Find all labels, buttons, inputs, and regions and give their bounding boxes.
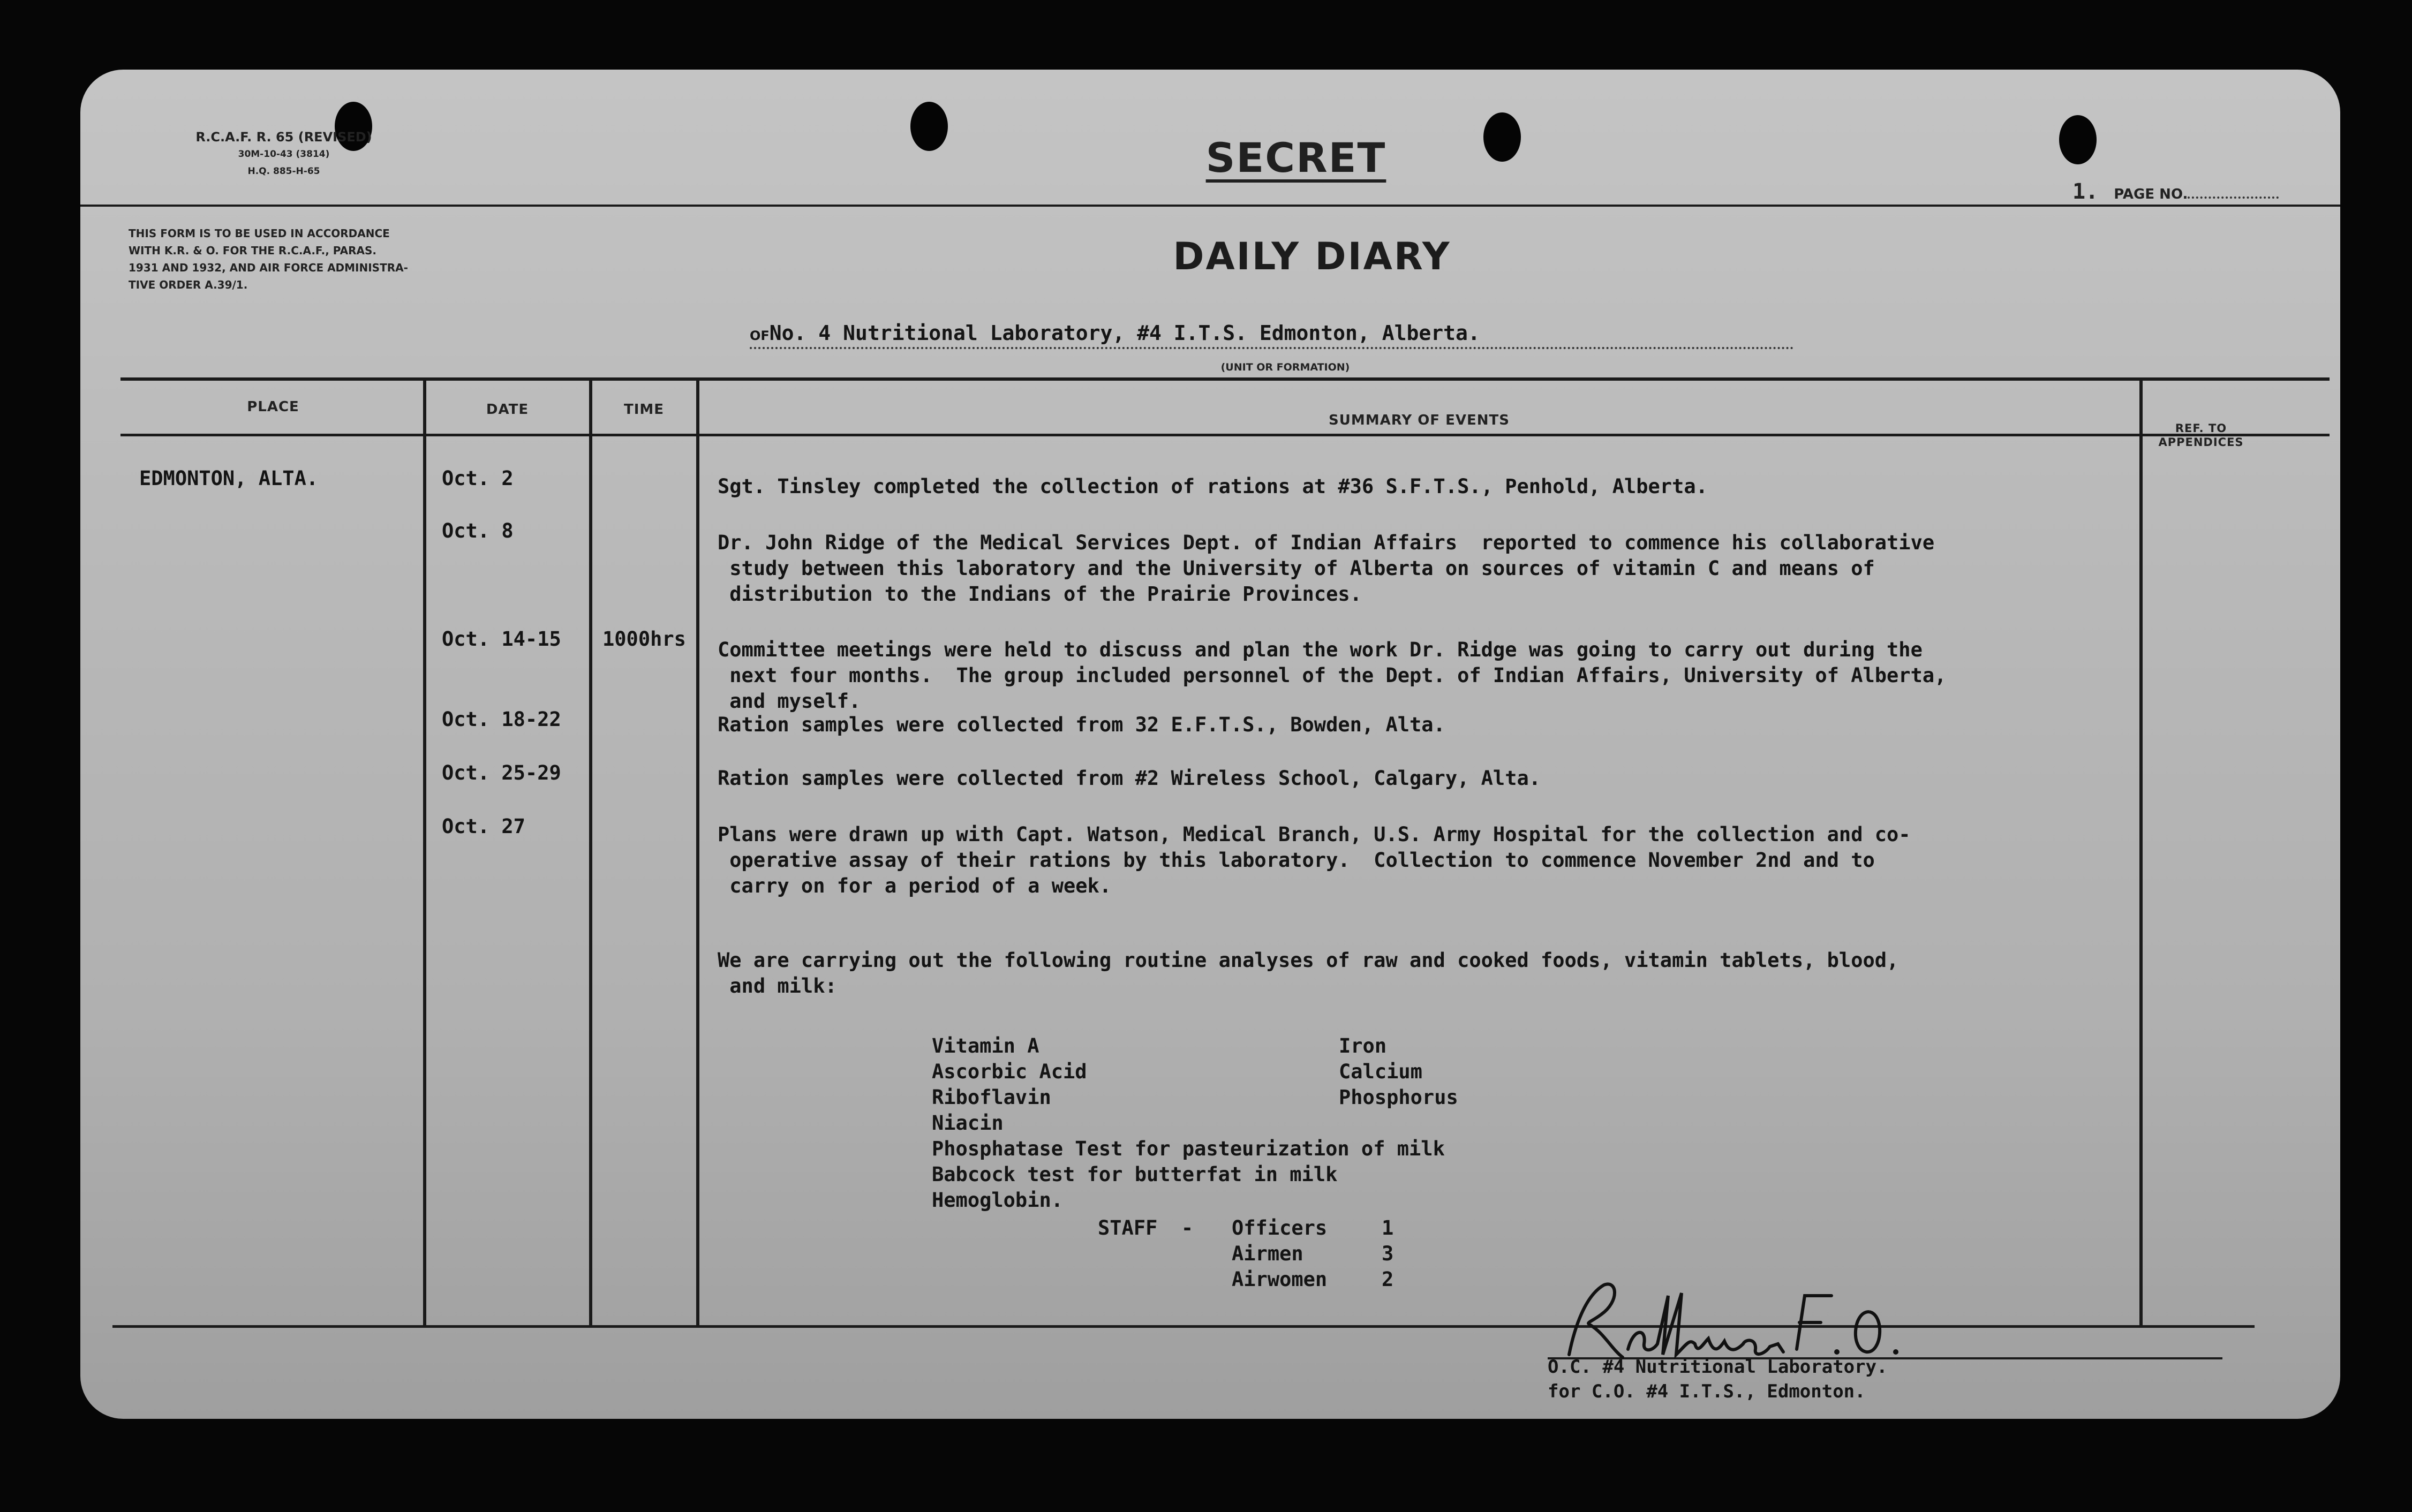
staff-airmen-count: 3: [1382, 1242, 1394, 1265]
entry-3-summary: Committee meetings were held to discuss and plan the work Dr. Ridge was going to carry out during the next four months. The group included personnel of the Dept. of Indian Affairs, University of Alberta, and myself.: [718, 638, 1947, 713]
entry-2-date: Oct. 8: [442, 519, 514, 542]
column-header-place: PLACE: [247, 399, 299, 415]
binder-hole-2: [910, 102, 948, 151]
form-id-line-3: H.Q. 885-H-65: [247, 166, 320, 177]
entry-6-summary: Plans were drawn up with Capt. Watson, Medical Branch, U.S. Army Hospital for the collection and co- operative assay of their rations by this laboratory. Collection to commence November 2nd and to carry on for a period of a week.: [718, 823, 1911, 897]
staff-airwomen-count: 2: [1382, 1268, 1394, 1291]
entry-6-date: Oct. 27: [442, 815, 525, 838]
page-number-dotted-line: [2188, 196, 2279, 199]
table-bottom-rule: [112, 1325, 2255, 1328]
unit-value: No. 4 Nutritional Laboratory, #4 I.T.S. Edmonton, Alberta.: [769, 321, 1480, 345]
test-babcock: Babcock test for butterfat in milk: [932, 1163, 1338, 1186]
diary-form-card: [80, 70, 2340, 1419]
unit-caption: (UNIT OR FORMATION): [1220, 361, 1350, 373]
signature-caption-line-2: for C.O. #4 I.T.S., Edmonton.: [1548, 1381, 1866, 1402]
page-number-label: PAGE NO.: [2114, 186, 2188, 202]
test-calcium: Calcium: [1339, 1060, 1422, 1083]
place-date-divider: [423, 379, 426, 1327]
page-number-field: [2072, 179, 2297, 204]
binder-hole-4: [2059, 115, 2097, 164]
form-id-line-1: R.C.A.F. R. 65 (REVISED): [195, 130, 372, 145]
summary-ref-divider: [2139, 379, 2143, 1327]
form-id-line-2: 30M-10-43 (3814): [238, 149, 330, 160]
signature-caption-line-1: O.C. #4 Nutritional Laboratory.: [1548, 1356, 1888, 1378]
instruction-line-3: 1931 AND 1932, AND AIR FORCE ADMINISTRA-: [129, 261, 408, 274]
test-vitamin-a: Vitamin A: [932, 1034, 1039, 1057]
form-title: DAILY DIARY: [1173, 235, 1451, 278]
entry-4-summary: Ration samples were collected from 32 E.F.T.S., Bowden, Alta.: [718, 713, 1445, 736]
instruction-line-2: WITH K.R. & O. FOR THE R.C.A.F., PARAS.: [129, 244, 376, 257]
time-summary-divider: [696, 379, 699, 1327]
staff-officers-count: 1: [1382, 1216, 1394, 1239]
entry-1-summary: Sgt. Tinsley completed the collection of rations at #36 S.F.T.S., Penhold, Alberta.: [718, 475, 1708, 498]
instruction-line-1: THIS FORM IS TO BE USED IN ACCORDANCE: [129, 227, 390, 240]
page-number-value: 1.: [2072, 179, 2099, 204]
staff-airwomen-label: Airwomen: [1232, 1268, 1328, 1291]
column-header-date: DATE: [486, 402, 529, 418]
column-header-time: TIME: [623, 402, 665, 418]
test-niacin: Niacin: [932, 1112, 1004, 1135]
entry-4-date: Oct. 18-22: [442, 708, 561, 731]
unit-prefix: OF: [750, 328, 770, 343]
test-hemoglobin: Hemoglobin.: [932, 1189, 1064, 1212]
test-phosphorus: Phosphorus: [1339, 1086, 1458, 1109]
table-top-rule: [120, 377, 2330, 381]
binder-hole-3: [1483, 112, 1521, 162]
staff-label: STAFF -: [1098, 1216, 1194, 1239]
classification-heading: SECRET: [1205, 134, 1386, 182]
test-riboflavin: Riboflavin: [932, 1086, 1051, 1109]
instruction-line-4: TIVE ORDER A.39/1.: [129, 278, 248, 291]
form-instruction: [129, 225, 557, 293]
test-ascorbic-acid: Ascorbic Acid: [932, 1060, 1087, 1083]
test-phosphatase: Phosphatase Test for pasteurization of milk: [932, 1137, 1445, 1160]
entry-5-date: Oct. 25-29: [442, 761, 561, 784]
column-header-summary: SUMMARY OF EVENTS: [1329, 412, 1510, 428]
header-rule: [80, 205, 2340, 207]
staff-airmen-label: Airmen: [1232, 1242, 1303, 1265]
unit-line: [750, 321, 1794, 349]
entry-1-date: Oct. 2: [442, 467, 514, 490]
entry-2-summary: Dr. John Ridge of the Medical Services Dept. of Indian Affairs reported to commence his collaborative study between this laboratory and the University of Alberta on sources of vitamin C and means of distribution to the Indians of the Prairie Provinces.: [718, 531, 1935, 606]
test-iron: Iron: [1339, 1034, 1387, 1057]
entry-5-summary: Ration samples were collected from #2 Wireless School, Calgary, Alta.: [718, 767, 1541, 790]
date-time-divider: [589, 379, 592, 1327]
entry-7-summary: We are carrying out the following routine analyses of raw and cooked foods, vitamin tablets, blood, and milk:: [718, 949, 1899, 997]
entry-3-time: 1000hrs: [602, 628, 686, 651]
entry-3-date: Oct. 14-15: [442, 628, 561, 651]
staff-officers-label: Officers: [1232, 1216, 1328, 1239]
form-identifier: [134, 128, 434, 180]
entry-place: EDMONTON, ALTA.: [139, 467, 319, 490]
column-header-ref-appendices: REF. TO APPENDICES: [2158, 422, 2244, 449]
column-header-rule: [120, 434, 2330, 436]
